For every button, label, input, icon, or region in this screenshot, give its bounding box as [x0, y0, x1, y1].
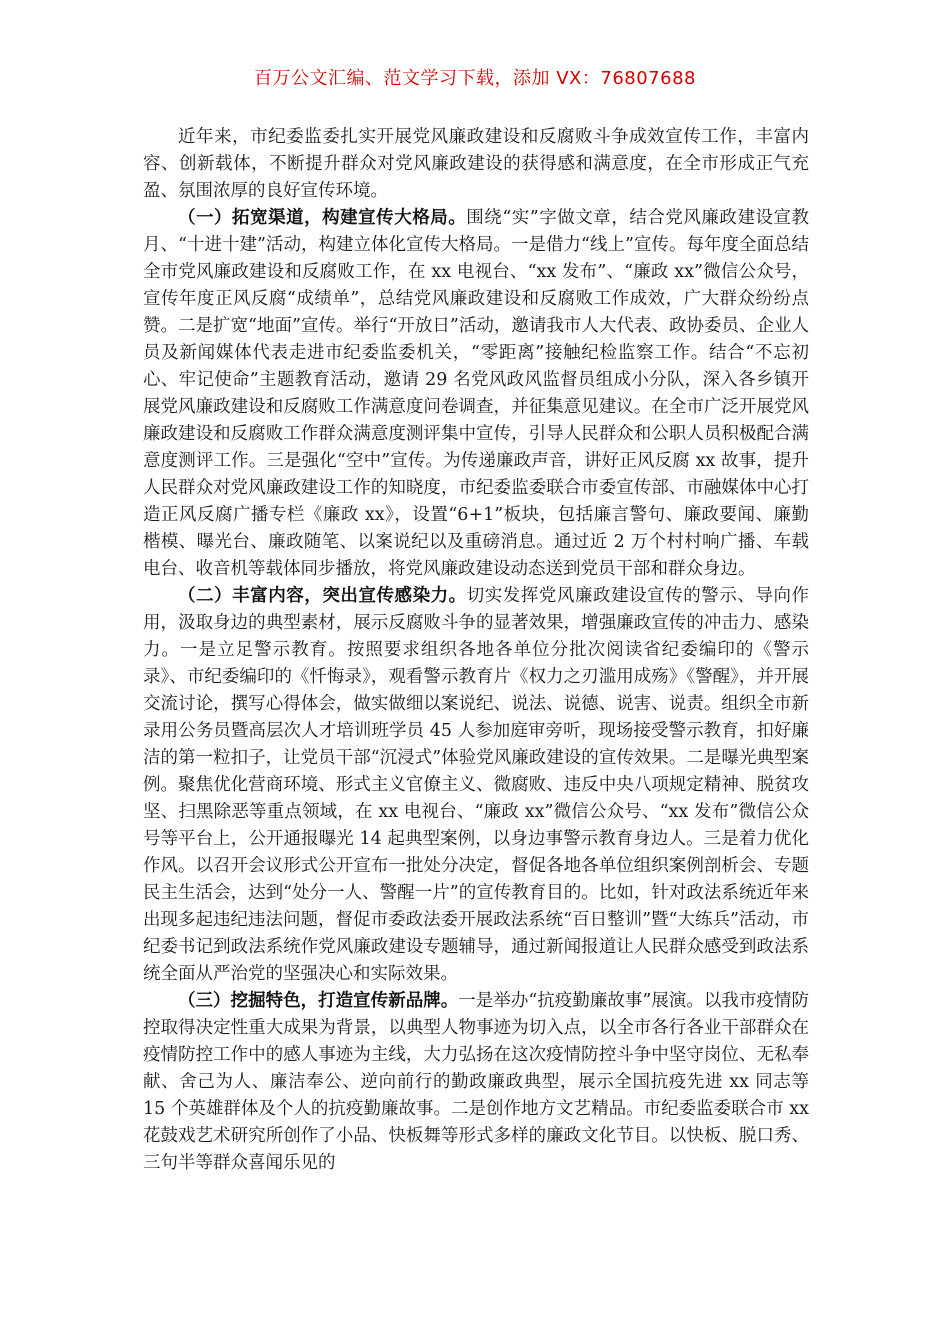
- document-body: [143, 124, 809, 1177]
- section-1-text: 围绕“实”字做文章，结合党风廉政建设宣教月、“十进十建”活动，构建立体化宣传大格局。一是借力“线上”宣传。每年度全面总结全市党风廉政建设和反腐败工作，在 xx 电视台、“xx 发布”、“廉政 xx”微信公众号，宣传年度正风反腐“成绩单”，总结党风廉政建设和反腐败工作成效，广大群众纷纷点赞。二是扩宽“地面”宣传。举行“开放日”活动，邀请我市人大代表、政协委员、企业人员及新闻媒体代表走进市纪委监委机关，“零距离”接触纪检监察工作。结合“不忘初心、牢记使命”主题教育活动，邀请 29 名党风政风监督员组成小分队，深入各乡镇开展党风廉政建设和反腐败工作满意度问卷调查，并征集意见建议。在全市广泛开展党风廉政建设和反腐败工作群众满意度测评集中宣传，引导人民群众和公职人员积极配合满意度测评工作。三是强化“空中”宣传。为传递廉政声音，讲好正风反腐 xx 故事，提升人民群众对党风廉政建设工作的知晓度，市纪委监委联合市委宣传部、市融媒体中心打造正风反腐广播专栏《廉政 xx》，设置“6+1”板块，包括廉言警句、廉政要闻、廉勤楷模、曝光台、廉政随笔、以案说纪以及重磅消息。通过近 2 万个村村响广播、车载电台、收音机等载体同步播放，将党风廉政建设动态送到党员干部和群众身边。: [143, 208, 809, 579]
- header-banner: 百万公文汇编、范文学习下载，添加 VX：76807688: [254, 68, 696, 89]
- section-1-heading: （一）拓宽渠道，构建宣传大格局。: [178, 208, 467, 228]
- section-3-heading: （三）挖掘特色，打造宣传新品牌。: [178, 991, 459, 1011]
- section-2-paragraph: [143, 583, 809, 988]
- section-1-paragraph: [143, 205, 809, 583]
- section-2-heading: （二）丰富内容，突出宣传感染力。: [178, 586, 467, 606]
- section-3-paragraph: [143, 988, 809, 1177]
- section-2-text: 切实发挥党风廉政建设宣传的警示、导向作用，汲取身边的典型素材，展示反腐败斗争的显著效果，增强廉政宣传的冲击力、感染力。一是立足警示教育。按照要求组织各地各单位分批次阅读省纪委编印的《警示录》、市纪委编印的《忏悔录》，观看警示教育片《权力之刃滥用成殇》《警醒》，并开展交流讨论，撰写心得体会，做实做细以案说纪、说法、说德、说害、说责。组织全市新录用公务员暨高层次人才培训班学员 45 人参加庭审旁听，现场接受警示教育，扣好廉洁的第一粒扣子，让党员干部“沉浸式”体验党风廉政建设的宣传效果。二是曝光典型案例。聚焦优化营商环境、形式主义官僚主义、微腐败、违反中央八项规定精神、脱贫攻坚、扫黑除恶等重点领域，在 xx 电视台、“廉政 xx”微信公众号、“xx 发布”微信公众号等平台上，公开通报曝光 14 起典型案例，以身边事警示教育身边人。三是着力优化作风。以召开会议形式公开宣布一批处分决定，督促各地各单位组织案例剖析会、专题民主生活会，达到“处分一人、警醒一片”的宣传教育目的。比如，针对政法系统近年来出现多起违纪违法问题，督促市委政法委开展政法系统“百日整训”暨“大练兵”活动，市纪委书记到政法系统作党风廉政建设专题辅导，通过新闻报道让人民群众感受到政法系统全面从严治党的坚强决心和实际效果。: [143, 586, 810, 984]
- intro-paragraph: 近年来，市纪委监委扎实开展党风廉政建设和反腐败斗争成效宣传工作，丰富内容、创新载体，不断提升群众对党风廉政建设的获得感和满意度，在全市形成正气充盈、氛围浓厚的良好宣传环境。: [143, 127, 809, 201]
- section-3-text: 一是举办“抗疫勤廉故事”展演。以我市疫情防控取得决定性重大成果为背景，以典型人物事迹为切入点，以全市各行各业干部群众在疫情防控工作中的感人事迹为主线，大力弘扬在这次疫情防控斗争中坚守岗位、无私奉献、舍己为人、廉洁奉公、逆向前行的勤政廉政典型，展示全国抗疫先进 xx 同志等 15 个英雄群体及个人的抗疫勤廉故事。二是创作地方文艺精品。市纪委监委联合市 xx 花鼓戏艺术研究所创作了小品、快板舞等形式多样的廉政文化节目。以快板、脱口秀、三句半等群众喜闻乐见的: [143, 991, 809, 1173]
